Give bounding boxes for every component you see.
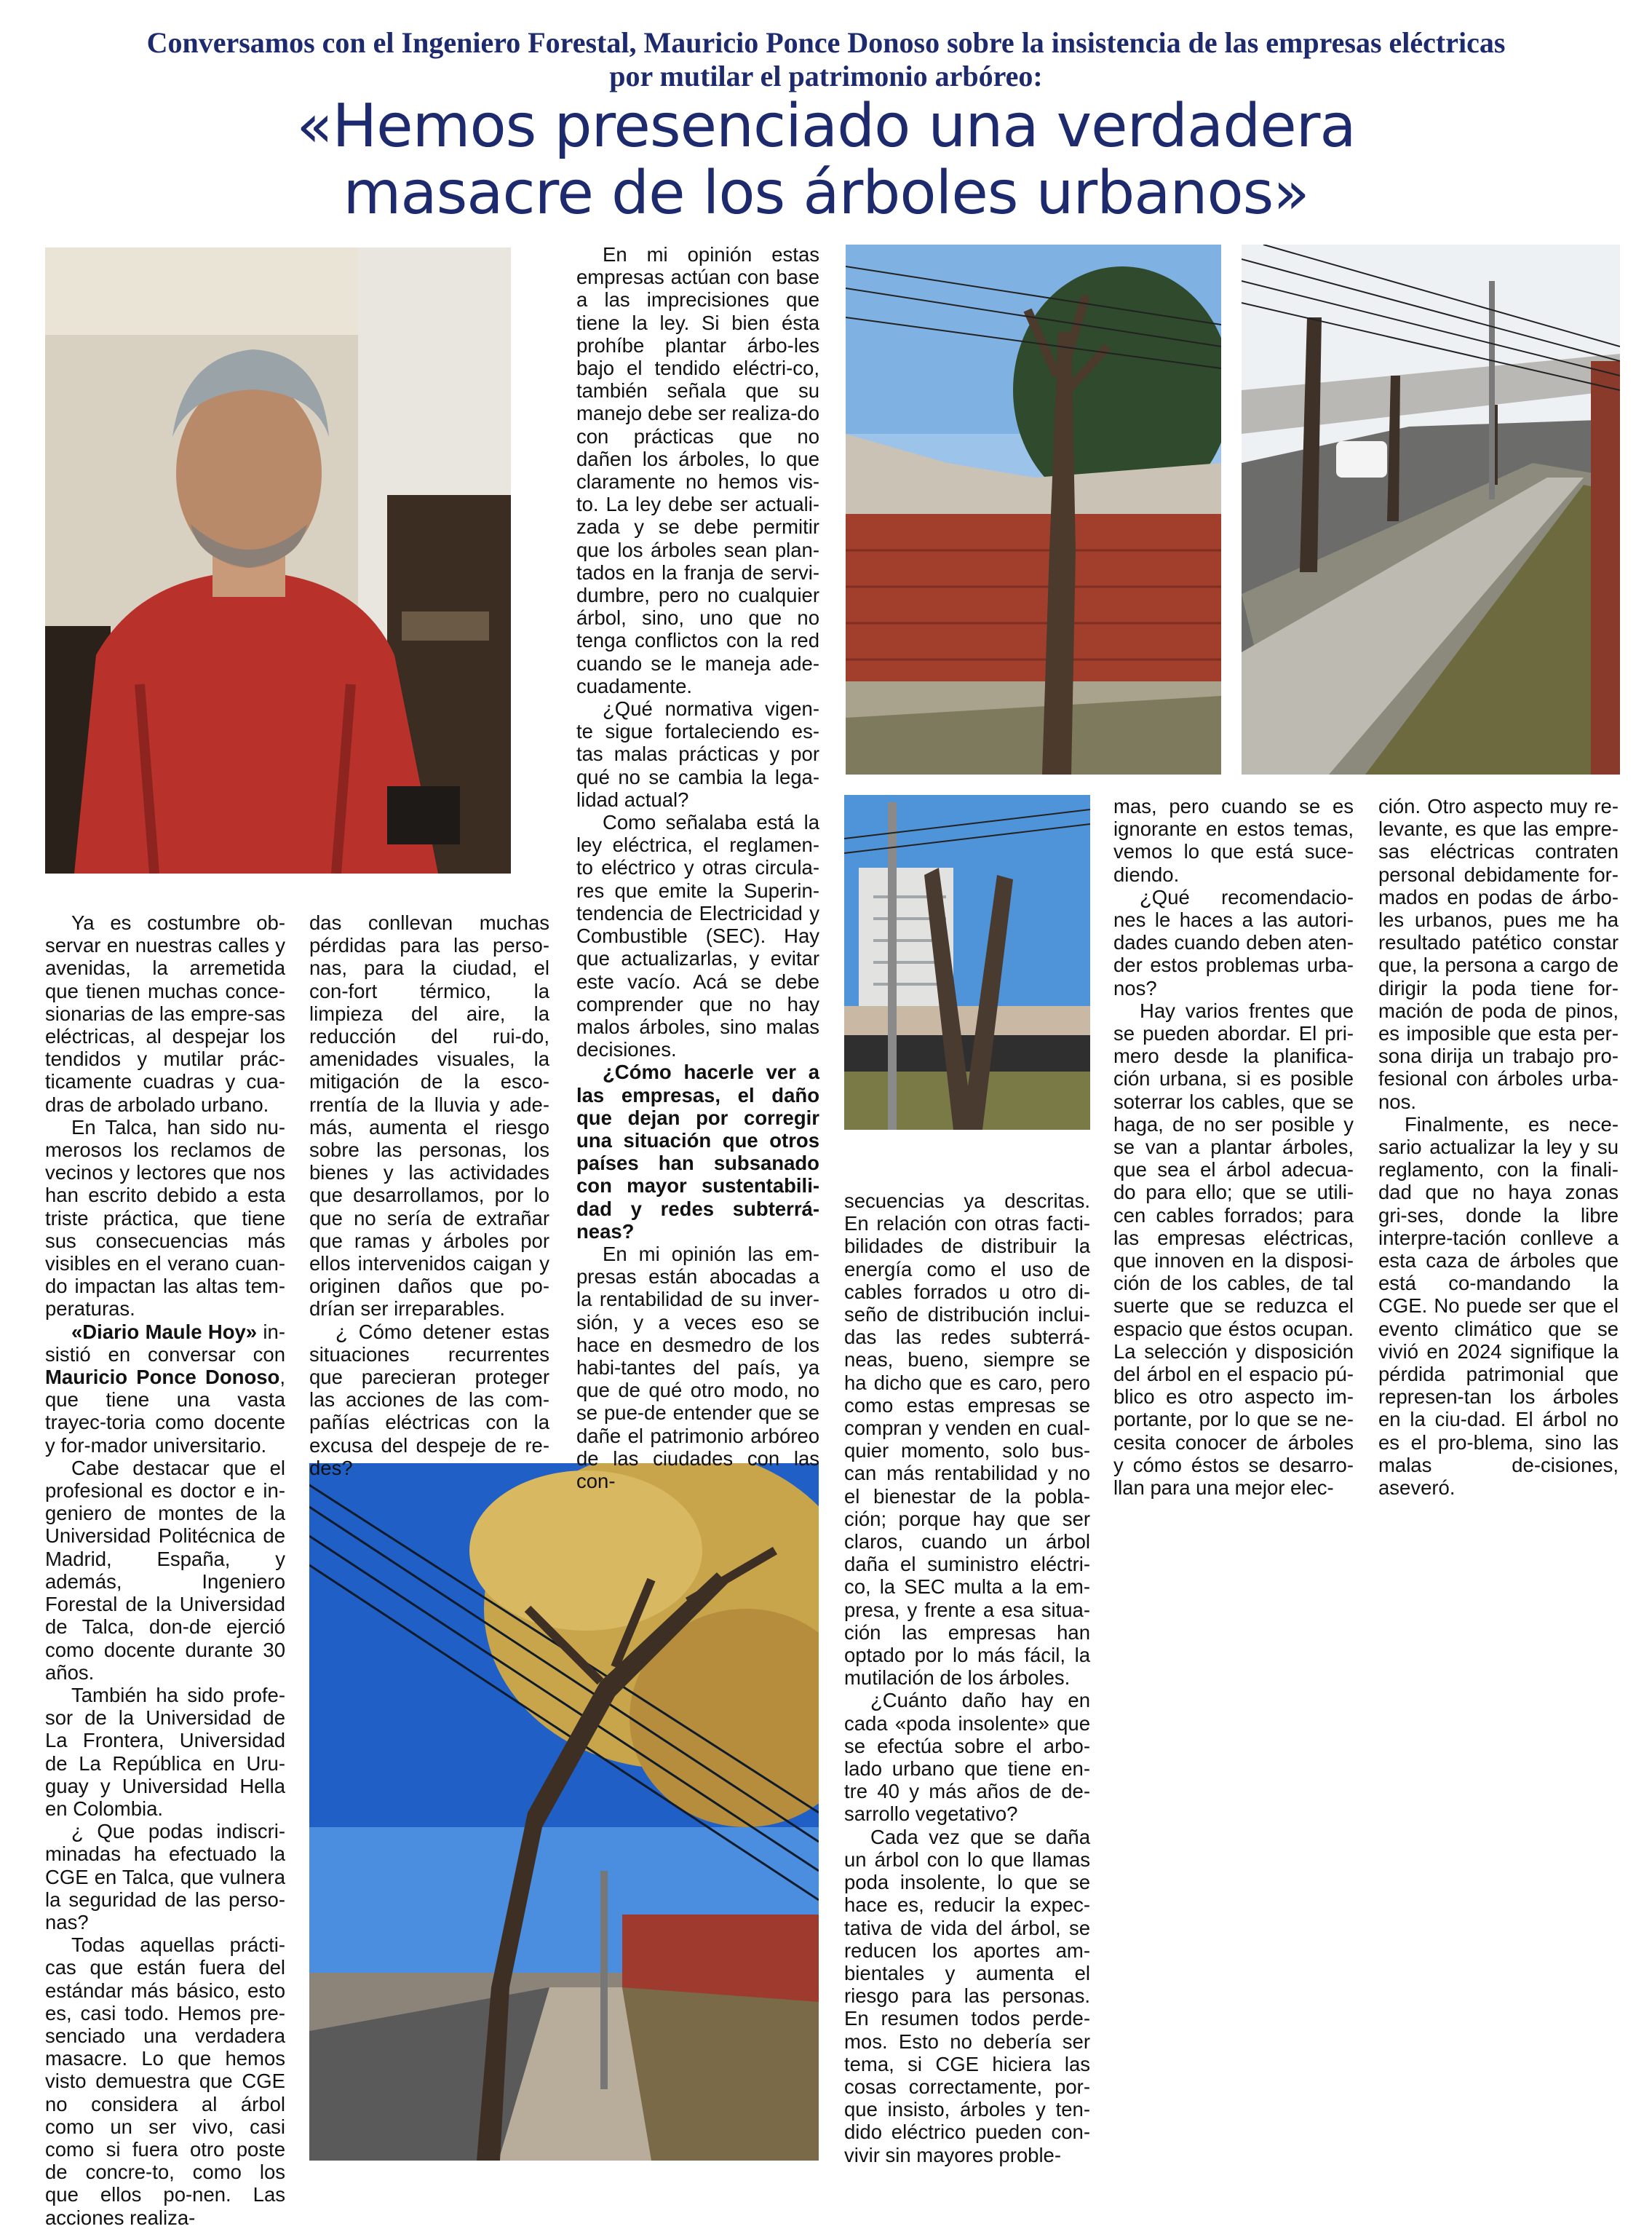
paragraph: ción. Otro aspecto muy re-levante, es que las empre-sas eléctricas contraten personal debidamente for-mados en podas de árbo-les urbanos, pues me ha resultado patético constar que, la persona a cargo de dirigir la poda tiene for-mación de poda de pinos, es imposible que esta per-sona dirija un trabajo pro-fesional con árboles urba-nos.: [1378, 795, 1619, 1113]
paragraph-text: in-sistió en conversar con: [45, 1320, 285, 1366]
paragraph: En Talca, han sido nu-merosos los reclamos de vecinos y lectores que nos han escrito debido a esta triste práctica, que tiene sus consecuencias más visibles en el verano cuan-do impactan las altas tem-peraturas.: [45, 1115, 285, 1321]
paragraph: secuencias ya descritas. En relación con otras facti-bilidades de distribuir la energía como el uso de cables forrados u otro di-seño de distribución inclui-das las redes subterrá-neas, bueno, siempre se ha dicho que es caro, pero como estas empresas se compran y venden en cual-quier momento, solo bus-can más rentabilidad y no el bienestar de la pobla-ción; porque hay que ser claros, cuando un árbol daña el suministro eléctri-co, la SEC multa a la em-presa, y frente a esa situa-ción las empresas han optado por lo más fácil, la mutilación de los árboles.: [844, 1189, 1090, 1690]
paragraph-text: , que tiene una vasta trayec-toria como docente y for-mador universitario.: [45, 1366, 285, 1457]
column-1: [45, 911, 285, 2229]
paragraph: Cada vez que se daña un árbol con lo que llamas poda insolente, lo que se hace es, reducir la expec-tativa de vida del árbol, se reducen los aportes am-bientales y aumenta el riesgo para las personas. En resumen todos perde-mos. Esto no debería ser tema, si CGE hiciera las cosas correctamente, por-que insisto, árboles y ten-dido eléctrico pueden con-vivir sin mayores proble-: [844, 1825, 1090, 2166]
paragraph: En mi opinión las em-presas están abocadas a la rentabilidad de su inver-sión, y a veces eso se hace en desmedro de los habi-tantes del país, ya que de qué otro modo, no se pue-de entender que se dañe el patrimonio arbóreo de las ciudades con las con-: [576, 1242, 819, 1492]
paragraph: Hay varios frentes que se pueden abordar. El pri-mero desde la planifica-ción urbana, si es posible soterrar los cables, que se haga, de no ser posible y se van a plantar árboles, que sea el árbol adecua-do para ello; que se utili-cen cables forrados; para las empresas eléctricas, que innoven en la disposi-ción de los cables, de tal suerte que se reduzca el espacio que éstos ocupan. La selección y disposición del árbol en el espacio pú-blico es otro aspecto im-portante, por lo que se ne-cesita conocer de árboles y cómo éstos se desarro-llan para una mejor elec-: [1113, 999, 1354, 1500]
pruned-tree-red-wall-photo: [846, 245, 1221, 775]
question-bold: ¿Cómo hacerle ver a las empresas, el daño que dejan por corregir una situación que otros países han subsanado con mayor sustentabili-dad y redes subterrá-neas?: [576, 1061, 819, 1243]
column-4: [844, 1189, 1090, 2166]
question: ¿ Que podas indiscri-minadas ha efectuado la CGE en Talca, que vulnera la seguridad de las perso-nas?: [45, 1820, 285, 1933]
deck-line-2: por mutilar el patrimonio arbóreo:: [609, 60, 1043, 92]
article-headline: [44, 93, 1608, 227]
column-3: [576, 243, 819, 1492]
paragraph: Finalmente, es nece-sario actualizar la ley y su reglamento, con la finali-dad que no haya zonas gri-ses, donde la libre interpre-tación conlleve a esta caza de árboles que está co-mandando la CGE. No puede ser que el evento climático que se vivió en 2024 signifique la pérdida patrimonial que represen-tan los árboles en la ciu-dad. El árbol no es el pro-blema, sino las malas de-cisiones, aseveró.: [1378, 1112, 1619, 1500]
pruned-trees-street-photo: [1242, 245, 1620, 775]
question: ¿Cuánto daño hay en cada «poda insolente» que se efectúa sobre el arbo-lado urbano que tiene en-tre 40 y más años de de-sarrollo vegetativo?: [844, 1689, 1090, 1826]
column-5: [1113, 795, 1354, 1499]
column-2: [309, 911, 549, 1479]
headline-line-2: masacre de los árboles urbanos»: [343, 159, 1309, 228]
column-6: [1378, 795, 1619, 1499]
paragraph: También ha sido profe-sor de la Universidad de La Frontera, Universidad de La República en Uru-guay y Universidad Hella en Colombia.: [45, 1683, 285, 1820]
paragraph: Cabe destacar que el profesional es doctor e in-geniero de montes de la Universidad Politécnica de Madrid, España, y además, Ingeniero Forestal de la Universidad de Talca, don-de ejerció como docente durante 30 años.: [45, 1456, 285, 1684]
deck-line-1: Conversamos con el Ingeniero Forestal, Mauricio Ponce Donoso sobre la insistencia de las empresas eléctricas: [146, 26, 1506, 59]
portrait-photo: [45, 248, 511, 874]
headline-line-1: «Hemos presenciado una verdadera: [296, 92, 1356, 161]
paragraph: [45, 1321, 285, 1457]
paragraph: Ya es costumbre ob-servar en nuestras calles y avenidas, la arremetida que tienen muchas conce-sionarias de las empre-sas eléctricas, al despejar los tendidos y mutilar prác-ticamente cuadras y cua-dras de arbolado urbano.: [45, 911, 285, 1116]
interviewee-name: Mauricio Ponce Donoso: [45, 1366, 280, 1389]
paragraph: Como señalaba está la ley eléctrica, el reglamen-to eléctrico y otras circula-res que emite la Superin-tendencia de Electricidad y Combustible (SEC). Hay que actualizarlas, y evitar este vacío. Acá se debe comprender que no hay malos árboles, sino malas decisiones.: [576, 811, 819, 1061]
leaning-tree-cables-photo: [309, 1463, 819, 2161]
paragraph: En mi opinión estas empresas actúan con base a las imprecisiones que tiene la ley. Si bien ésta prohíbe plantar árbo-les bajo el tendido eléctri-co, también señala que su manejo debe ser realiza-do con prácticas que no dañen los árboles, lo que claramente no hemos vis-to. La ley debe ser actuali-zada y se debe permitir que los árboles sean plan-tados en la franja de servi-dumbre, pero no cualquier árbol, sino, uno que no tenga conflictos con la red cuando se le maneja ade-cuadamente.: [576, 243, 819, 697]
paragraph: mas, pero cuando se es ignorante en estos temas, vemos lo que está suce-diendo.: [1113, 795, 1354, 886]
question: ¿Qué normativa vigen-te sigue fortaleciendo es-tas malas prácticas y por qué no se cambia la lega-lidad actual?: [576, 697, 819, 811]
question: ¿Qué recomendacio-nes le haces a las autori-dades cuando deben aten-der estos problemas urba-nos?: [1113, 885, 1354, 999]
newspaper-name: «Diario Maule Hoy»: [71, 1320, 258, 1343]
paragraph: das conllevan muchas pérdidas para las perso-nas, para la ciudad, el con-fort térmico, la limpieza del aire, la reducción del rui-do, amenidades visuales, la mitigación de la esco-rrentía de la lluvia y ade-más, aumenta el riesgo sobre las personas, los bienes y las actividades que desarrollamos, por lo que no sería de extrañar que ramas y árboles por ellos intervenidos caigan y originen daños que po-drían ser irreparables.: [309, 911, 549, 1321]
article-deck: [44, 26, 1608, 93]
question: ¿ Cómo detener estas situaciones recurrentes que parecieran proteger las acciones de las com-pañías eléctricas con la excusa del despeje de re-des?: [309, 1320, 549, 1479]
paragraph: Todas aquellas prácti-cas que están fuera del estándar más básico, esto es, casi todo. Hemos pre-senciado una verdadera masacre. Lo que hemos visto demuestra que CGE no considera al árbol como un ser vivo, casi como si fuera otro poste de concre-to, como los que ellos po-nen. Las acciones realiza-: [45, 1933, 285, 2229]
v-shaped-tree-photo: [844, 795, 1090, 1130]
